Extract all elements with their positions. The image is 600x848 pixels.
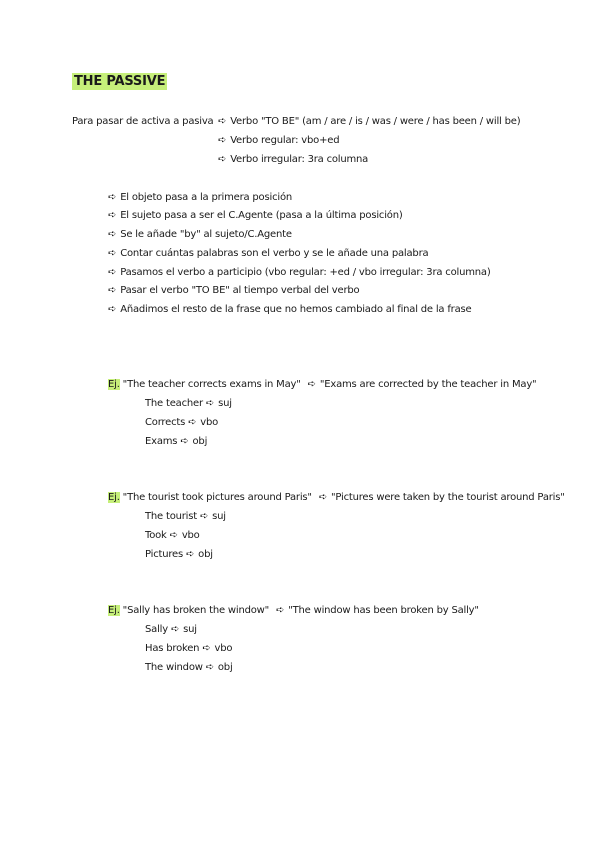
- step-text: El sujeto pasa a ser el C.Agente (pasa a la última posición): [120, 210, 403, 221]
- step-item: [108, 209, 403, 223]
- example-part: [145, 661, 233, 675]
- example-part: [145, 397, 232, 411]
- step-text: El objeto pasa a la primera posición: [120, 192, 292, 203]
- example-sentence: [108, 491, 565, 505]
- part-word: Exams: [145, 436, 178, 447]
- example-sentence: [108, 378, 536, 392]
- example-passive: "The window has been broken by Sally": [288, 605, 479, 616]
- arrow-icon: ➪: [218, 135, 227, 146]
- example-part: [145, 435, 207, 449]
- part-word: The window: [145, 662, 203, 673]
- example-label: Ej.: [108, 492, 120, 503]
- step-text: Contar cuántas palabras son el verbo y se le añade una palabra: [120, 248, 429, 259]
- part-role: vbo: [214, 643, 233, 654]
- arrow-icon: ➪: [169, 530, 178, 541]
- example-passive: "Exams are corrected by the teacher in May": [319, 379, 537, 390]
- arrow-icon: ➪: [205, 662, 214, 673]
- arrow-icon: ➪: [108, 192, 117, 203]
- example-part: [145, 548, 213, 562]
- step-text: Pasamos el verbo a participio (vbo regular: +ed / vbo irregular: 3ra columna): [120, 267, 491, 278]
- arrow-icon: ➪: [218, 116, 227, 127]
- arrow-icon: ➪: [307, 379, 316, 390]
- part-role: obj: [192, 436, 208, 447]
- example-active: "The tourist took pictures around Paris": [122, 492, 312, 503]
- intro-item: [218, 115, 520, 129]
- step-item: [108, 228, 292, 242]
- arrow-icon: ➪: [218, 154, 227, 165]
- part-word: Corrects: [145, 417, 186, 428]
- arrow-icon: ➪: [170, 624, 180, 635]
- step-item: [108, 191, 292, 205]
- intro-item: [218, 153, 368, 167]
- arrow-icon: ➪: [108, 210, 117, 221]
- example-passive: "Pictures were taken by the tourist around Paris": [331, 492, 565, 503]
- intro-label: Para pasar de activa a pasiva: [72, 116, 214, 127]
- part-word: Pictures: [145, 549, 183, 560]
- arrow-icon: ➪: [205, 398, 215, 409]
- arrow-icon: ➪: [318, 492, 327, 503]
- arrow-icon: ➪: [108, 285, 117, 296]
- example-sentence: [108, 604, 479, 618]
- part-word: Sally: [145, 624, 168, 635]
- intro-item-text: Verbo irregular: 3ra columna: [230, 154, 369, 165]
- arrow-icon: ➪: [188, 417, 197, 428]
- example-part: [145, 623, 197, 637]
- arrow-icon: ➪: [108, 248, 117, 259]
- part-role: vbo: [200, 417, 219, 428]
- arrow-icon: ➪: [185, 549, 195, 560]
- arrow-icon: ➪: [199, 511, 209, 522]
- example-part: [145, 416, 218, 430]
- step-text: Se le añade "by" al sujeto/C.Agente: [120, 229, 292, 240]
- arrow-icon: ➪: [276, 605, 285, 616]
- part-word: The tourist: [145, 511, 197, 522]
- example-part: [145, 510, 226, 524]
- part-word: Has broken: [145, 643, 200, 654]
- example-active: "The teacher corrects exams in May": [122, 379, 301, 390]
- step-item: [108, 266, 491, 280]
- part-role: suj: [218, 398, 232, 409]
- arrow-icon: ➪: [108, 229, 117, 240]
- step-item: [108, 247, 428, 261]
- part-role: obj: [217, 662, 233, 673]
- example-label: Ej.: [108, 605, 120, 616]
- part-role: obj: [198, 549, 213, 560]
- step-text: Pasar el verbo "TO BE" al tiempo verbal del verbo: [120, 285, 360, 296]
- example-active: "Sally has broken the window": [122, 605, 270, 616]
- part-word: The teacher: [145, 398, 203, 409]
- intro-item: [218, 134, 339, 148]
- arrow-icon: ➪: [108, 267, 117, 278]
- intro-item-text: Verbo "TO BE" (am / are / is / was / were / has been / will be): [230, 116, 521, 127]
- example-part: [145, 529, 200, 543]
- arrow-icon: ➪: [202, 643, 211, 654]
- part-word: Took: [145, 530, 167, 541]
- page-title: THE PASSIVE: [74, 74, 166, 89]
- part-role: vbo: [181, 530, 200, 541]
- step-item: [108, 303, 471, 317]
- example-label: Ej.: [108, 379, 120, 390]
- intro-item-text: Verbo regular: vbo+ed: [230, 135, 340, 146]
- arrow-icon: ➪: [180, 436, 189, 447]
- part-role: suj: [183, 624, 197, 635]
- step-item: [108, 284, 359, 298]
- part-role: suj: [212, 511, 226, 522]
- arrow-icon: ➪: [108, 304, 117, 315]
- example-part: [145, 642, 232, 656]
- step-text: Añadimos el resto de la frase que no hemos cambiado al final de la frase: [120, 304, 472, 315]
